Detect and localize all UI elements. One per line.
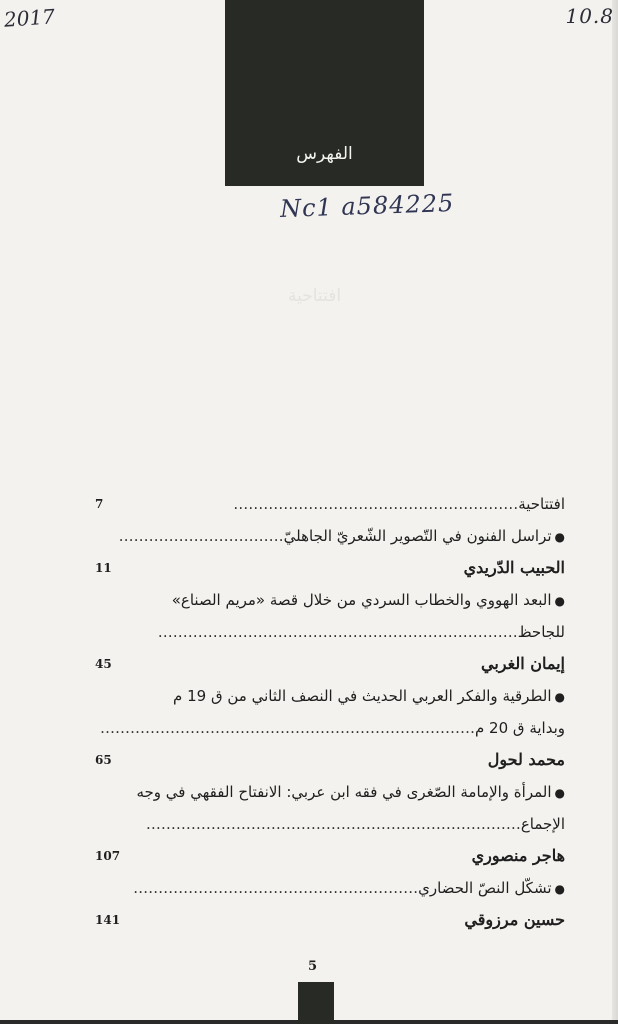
- toc-entry-row: [95, 584, 565, 616]
- title-block: [225, 0, 424, 186]
- bullet-icon: ●: [554, 882, 565, 896]
- table-of-contents: [95, 488, 565, 936]
- toc-leader-dots: …………………………………………………: [133, 879, 419, 897]
- handwritten-year: 2017: [3, 4, 56, 32]
- toc-author: [464, 552, 565, 584]
- toc-author-row: [95, 840, 565, 872]
- toc-title: [146, 808, 565, 840]
- handwritten-call-number: Nc1 a584225: [279, 188, 455, 224]
- toc-author: [464, 904, 565, 936]
- toc-leader-dots: …………………………………………………………………: [145, 815, 521, 833]
- toc-text: افتتاحية: [518, 495, 565, 513]
- toc-text: الحبيب الدّريدي: [463, 558, 565, 577]
- toc-author-row: [95, 648, 565, 680]
- toc-text: الإجماع: [520, 815, 565, 833]
- toc-entry-row: [95, 520, 565, 552]
- toc-title: [233, 488, 565, 520]
- toc-text: إيمان الغربي: [481, 654, 565, 673]
- bullet-icon: ●: [554, 786, 565, 800]
- toc-text: للجاحظ: [517, 623, 565, 641]
- toc-entry-row: [95, 680, 565, 712]
- toc-text: تراسل الفنون في التّصوير الشّعريّ الجاهليّ: [283, 527, 552, 545]
- bullet-icon: ●: [554, 690, 565, 704]
- toc-author: [472, 840, 565, 872]
- toc-entry-row: [95, 712, 565, 744]
- toc-title: [172, 584, 565, 617]
- scan-edge: [612, 0, 618, 1024]
- toc-author: [488, 744, 565, 776]
- toc-page-number: 141: [95, 913, 121, 927]
- toc-entry-row: [95, 808, 565, 840]
- toc-title: [119, 520, 565, 553]
- page-number: 5: [308, 959, 318, 974]
- toc-leader-dots: …………………………………………………: [233, 495, 519, 513]
- toc-page-number: 65: [95, 753, 112, 767]
- toc-author-row: [95, 744, 565, 776]
- toc-text: هاجر منصوري: [471, 846, 565, 865]
- toc-entry-row: [95, 776, 565, 808]
- handwritten-code: 10.8: [565, 4, 614, 28]
- toc-entry-row: [95, 488, 565, 520]
- toc-entry-row: [95, 872, 565, 904]
- bullet-icon: ●: [554, 594, 565, 608]
- toc-page-number: 11: [95, 561, 112, 575]
- toc-text: وبداية ق 20 م: [474, 719, 565, 737]
- toc-page-number: 107: [95, 849, 121, 863]
- toc-leader-dots: …………………………………………………………………: [99, 719, 475, 737]
- toc-text: حسين مرزوقي: [464, 910, 565, 929]
- toc-text: محمد لحول: [487, 750, 565, 769]
- toc-entry-row: [95, 616, 565, 648]
- toc-leader-dots: ………………………………………………………………: [157, 623, 518, 641]
- bleed-through-text: افتتاحية: [288, 286, 342, 306]
- toc-title: [158, 616, 565, 648]
- toc-text: الطرقية والفكر العربي الحديث في النصف الثاني من ق 19 م: [173, 687, 552, 705]
- toc-title: [173, 680, 565, 713]
- toc-author-row: [95, 552, 565, 584]
- toc-author: [481, 648, 565, 680]
- toc-author-row: [95, 904, 565, 936]
- toc-text: البعد الهووي والخطاب السردي من خلال قصة «مريم الصناع»: [171, 591, 552, 609]
- page-title: الفهرس: [296, 144, 353, 164]
- toc-text: المرأة والإمامة الصّغرى في فقه ابن عربي: الانفتاح الفقهي في وجه: [136, 783, 552, 801]
- toc-text: تشكّل النصّ الحضاري: [418, 879, 552, 897]
- toc-title: [100, 712, 565, 744]
- bottom-tab: [298, 982, 334, 1024]
- toc-leader-dots: ……………………………: [118, 527, 284, 545]
- toc-page-number: 45: [95, 657, 112, 671]
- bullet-icon: ●: [554, 530, 565, 544]
- toc-title: [133, 872, 565, 905]
- toc-page-number: 7: [95, 497, 104, 511]
- toc-title: [136, 776, 565, 809]
